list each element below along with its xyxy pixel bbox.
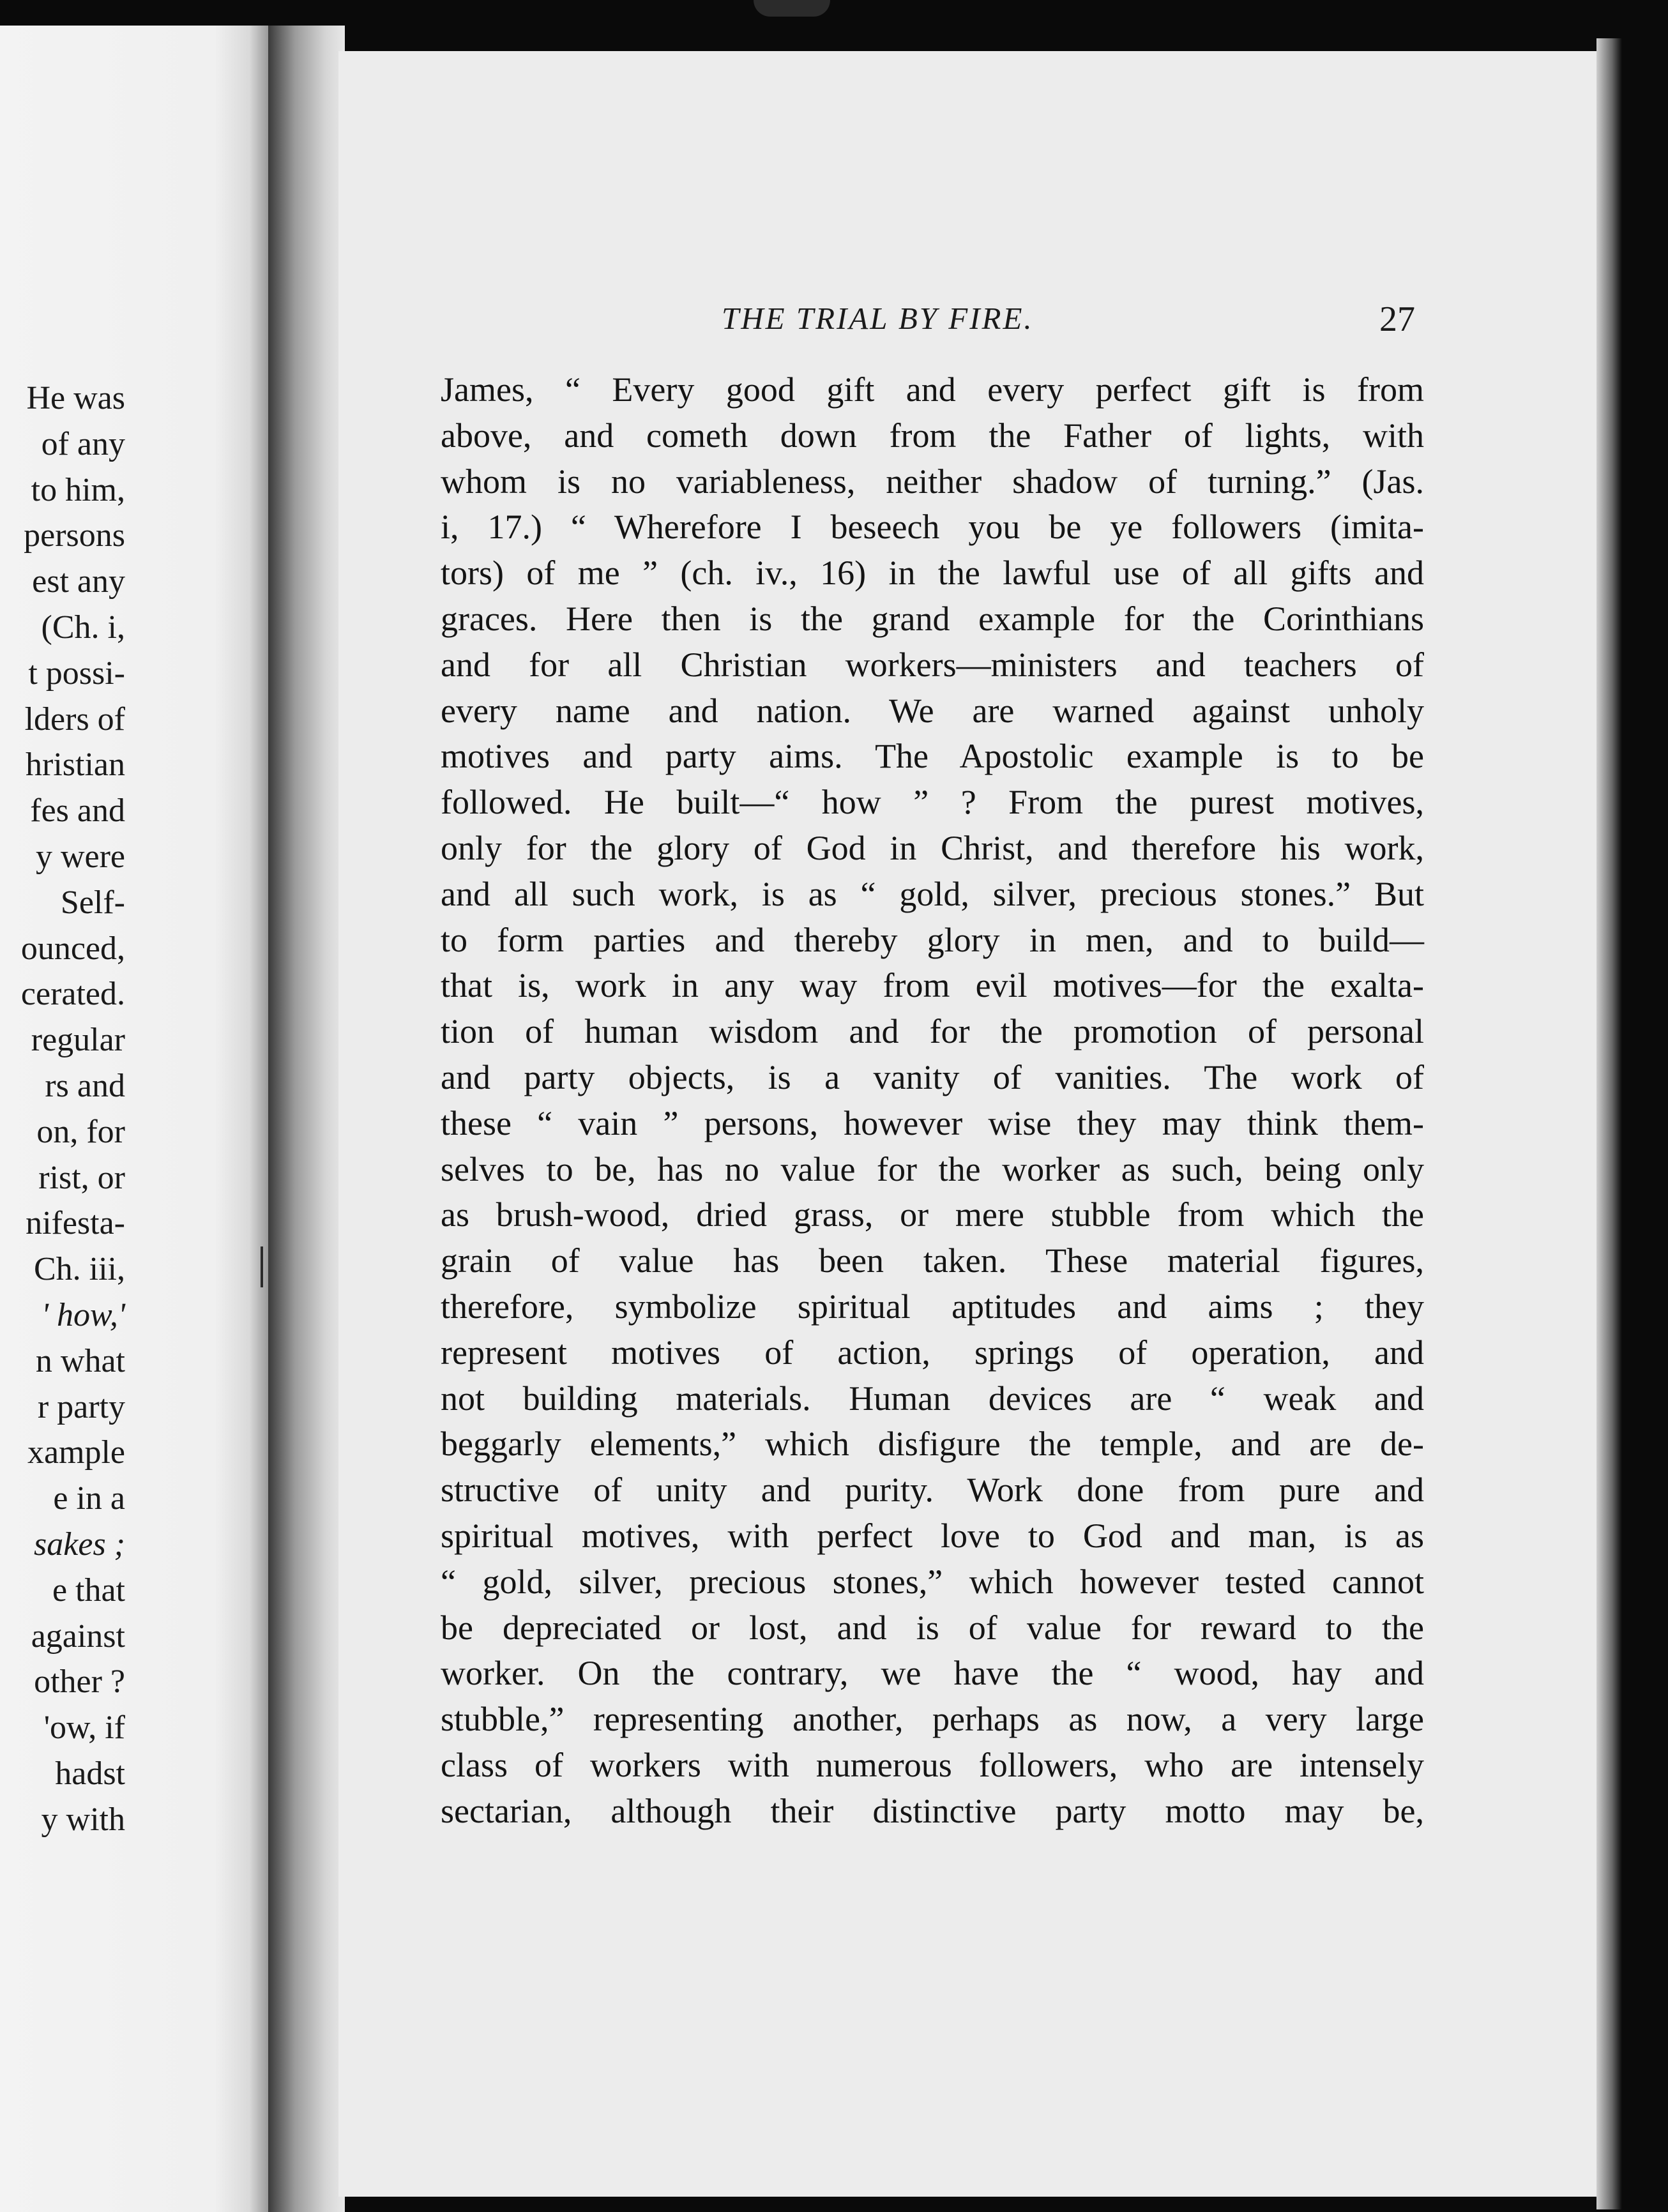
running-head: THE TRIAL BY FIRE. xyxy=(722,301,1034,336)
left-line: ' how,' xyxy=(41,1296,125,1333)
left-line: e that xyxy=(52,1572,125,1609)
left-line: nifesta- xyxy=(26,1205,125,1242)
left-line: lders of xyxy=(24,701,125,738)
scan-artifact xyxy=(754,0,830,17)
text-line: to form parties and thereby glory in men, and to build— xyxy=(441,920,1424,959)
text-line: selves to be, has no value for the worker as such, being only xyxy=(441,1149,1424,1188)
text-line: beggarly elements,” which disfigure the temple, and are de- xyxy=(441,1425,1424,1464)
text-line: these “ vain ” persons, however wise they may think them- xyxy=(441,1103,1424,1142)
left-line: n what xyxy=(35,1342,125,1379)
scan-mark xyxy=(261,1246,263,1287)
left-page xyxy=(0,26,268,2212)
left-line: sakes ; xyxy=(34,1526,125,1563)
left-line: He was xyxy=(26,380,125,416)
text-line: as brush-wood, dried grass, or mere stubble from which the xyxy=(441,1195,1424,1234)
left-line: fes and xyxy=(30,792,125,830)
left-line: rs and xyxy=(45,1067,125,1104)
left-line: other ? xyxy=(34,1663,125,1701)
left-line: Ch. iii, xyxy=(33,1251,125,1288)
left-line: against xyxy=(31,1617,125,1655)
text-line: and all such work, is as “ gold, silver, precious stones.” But xyxy=(441,874,1424,913)
text-line: followed. He built—“ how ” ? From the purest motives, xyxy=(441,783,1424,822)
text-line: whom is no variableness, neither shadow of turning.” (Jas. xyxy=(441,462,1424,501)
body-text xyxy=(441,367,1424,1835)
text-line: James, “ Every good gift and every perfect gift is from xyxy=(441,370,1424,409)
left-line: e in a xyxy=(53,1480,125,1517)
left-line: r party xyxy=(37,1388,125,1425)
page-number: 27 xyxy=(1379,299,1415,339)
left-line: 'ow, if xyxy=(43,1709,125,1746)
left-line: y were xyxy=(35,838,125,875)
text-line: spiritual motives, with perfect love to God and man, is as xyxy=(441,1516,1424,1555)
text-line: represent motives of action, springs of operation, and xyxy=(441,1333,1424,1372)
text-line: motives and party aims. The Apostolic example is to be xyxy=(441,737,1424,776)
left-line: of any xyxy=(41,425,125,462)
text-line: class of workers with numerous followers, who are intensely xyxy=(441,1745,1424,1784)
left-line: t possi- xyxy=(28,655,125,692)
text-line: not building materials. Human devices are “ weak and xyxy=(441,1379,1424,1418)
left-line: regular xyxy=(31,1022,125,1059)
text-line: grain of value has been taken. These material figures, xyxy=(441,1241,1424,1280)
text-line: be depreciated or lost, and is of value for reward to the xyxy=(441,1608,1424,1647)
text-line: graces. Here then is the grand example for the Corinthians xyxy=(441,599,1424,638)
text-line: and for all Christian workers—ministers and teachers of xyxy=(441,645,1424,684)
text-line: tors) of me ” (ch. iv., 16) in the lawful use of all gifts and xyxy=(441,554,1424,593)
left-line: hadst xyxy=(55,1755,125,1792)
text-line: every name and nation. We are warned against unholy xyxy=(441,691,1424,730)
left-page-text xyxy=(0,375,125,1843)
right-page-edge xyxy=(1596,38,1622,2209)
left-line: to him, xyxy=(31,471,125,508)
left-line: (Ch. i, xyxy=(41,609,125,646)
text-line: i, 17.) “ Wherefore I beseech you be ye followers (imita- xyxy=(441,508,1424,547)
left-line: ounced, xyxy=(20,930,125,967)
text-line: that is, work in any way from evil motives—for the exalta- xyxy=(441,966,1424,1005)
left-line: cerated. xyxy=(20,976,125,1013)
left-line: y with xyxy=(41,1801,125,1838)
left-line: rist, or xyxy=(38,1159,125,1196)
text-line: worker. On the contrary, we have the “ wood, hay and xyxy=(441,1654,1424,1693)
text-line: tion of human wisdom and for the promotion of personal xyxy=(441,1012,1424,1051)
text-line: only for the glory of God in Christ, and therefore his work, xyxy=(441,828,1424,867)
left-line: Self- xyxy=(60,884,125,921)
left-line: persons xyxy=(24,517,125,554)
text-line: structive of unity and purity. Work done from pure and xyxy=(441,1471,1424,1510)
left-line: est any xyxy=(32,563,125,600)
left-line: hristian xyxy=(26,746,125,784)
book-gutter xyxy=(268,26,345,2212)
text-line: above, and cometh down from the Father of lights, with xyxy=(441,416,1424,455)
text-line: therefore, symbolize spiritual aptitudes and aims ; they xyxy=(441,1287,1424,1326)
text-line: and party objects, is a vanity of vanities. The work of xyxy=(441,1057,1424,1096)
text-line: stubble,” representing another, perhaps as now, a very large xyxy=(441,1700,1424,1739)
text-line: sectarian, although their distinctive party motto may be, xyxy=(441,1791,1424,1830)
left-line: xample xyxy=(27,1434,125,1471)
left-line: on, for xyxy=(36,1113,125,1150)
text-line: “ gold, silver, precious stones,” which however tested cannot xyxy=(441,1562,1424,1601)
